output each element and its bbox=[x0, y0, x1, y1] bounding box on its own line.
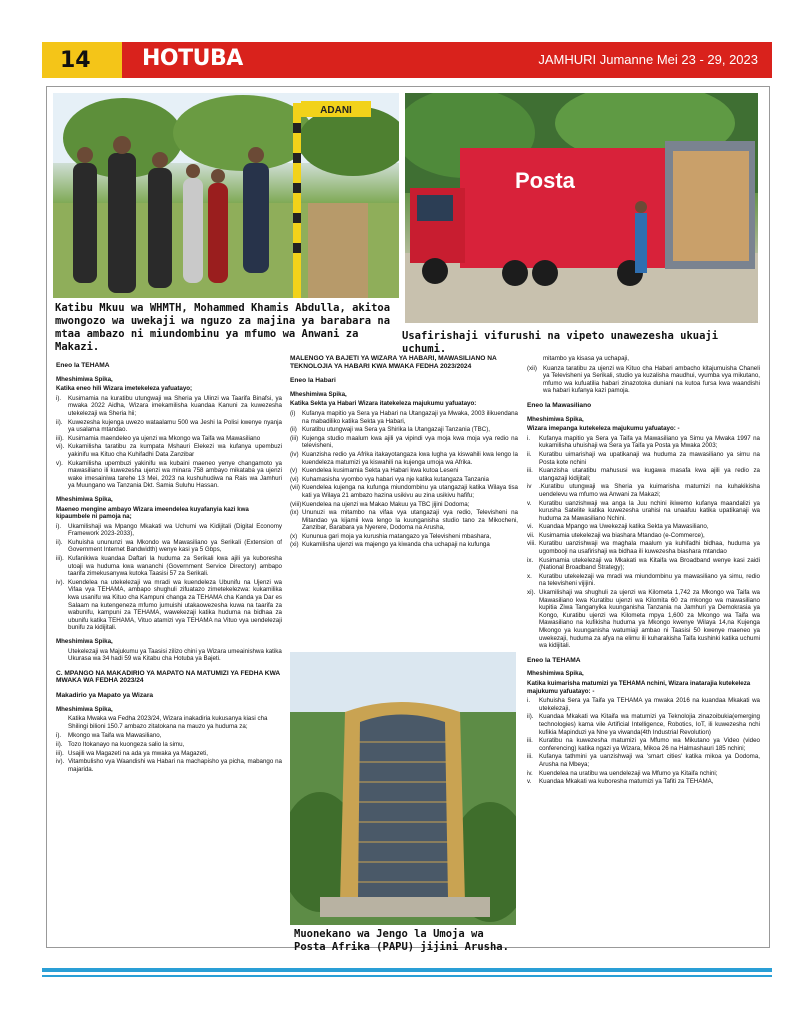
footer-rule bbox=[42, 968, 772, 972]
paragraph: Katika Mwaka wa Fedha 2023/24, Wizara inakadiria kukusanya kiasi cha Shilingi bilioni 150.7 ambazo zitatokana na mauzo ya huduma za; bbox=[68, 715, 268, 730]
section-title: HOTUBA bbox=[142, 46, 243, 71]
list-item: vii. Kusimamia utekelezaji wa biashara Mtandao (e-Commerce), bbox=[527, 531, 705, 539]
paragraph: Utekelezaji wa Majukumu ya Taasisi zilizo chini ya Wizara umeainishwa katika Ukurasa wa 34 hadi 59 wa Kitabu cha Hotuba ya Bajeti. bbox=[68, 647, 282, 663]
list-item: (vi) Kuhamasisha vyombo vya habari vya nje katika kutangaza Tanzania bbox=[290, 475, 489, 483]
list-item: (xii) Kuanza taratibu za ujenzi wa Kituo cha Habari ambacho kitajumuisha Chaneli ya Televisheni ya Serikali, studio ya kuzalisha maudhui, vyumba vya mikutano, mfumo wa kufuatilia habari zinazotoka duniani na kutoa fursa kwa waandishi wa habari kufanya kazi pamoja. bbox=[527, 364, 760, 395]
list-tehama-achievements bbox=[56, 395, 282, 490]
photo-posta-truck bbox=[405, 93, 758, 323]
list-item: v. Kuratibu uanzishwaji wa anga la Juu nchini ikiwemo kufanya maandalizi ya kurusha Satelite katika kuwezesha urahisi na unaafuu katika upatikanaji wa huduma za Mawasiliano Nchini. bbox=[527, 499, 760, 522]
photo-street-sign-illustration bbox=[53, 93, 399, 298]
intro-line: Maeneo mengine ambayo Wizara imeendelea kuyafanyia kazi kwa kipaumbele ni pamoja na; bbox=[56, 505, 249, 521]
caption-photo-3: Muonekano wa Jengo la Umoja wa Posta Afrika (PAPU) jijini Arusha. bbox=[294, 928, 509, 953]
list-item: iv). Vitambulisho vya Waandishi wa Habari na machapisho ya picha, mabango na majarida. bbox=[56, 758, 282, 773]
page-header bbox=[42, 42, 772, 78]
speaker-address: Mheshimiwa Spika, bbox=[56, 638, 113, 645]
speaker-address: Mheshimiwa Spika, bbox=[56, 375, 113, 383]
list-item: iii. Kuanzisha utaratibu mahususi wa kugawa masafa kwa ajili ya redio za utangazaji kidijitali; bbox=[527, 467, 760, 482]
page-number: 14 bbox=[60, 48, 91, 73]
list-item: iii). Usajili wa Magazeti na ada ya mwaka ya Magazeti, bbox=[56, 749, 208, 757]
list-item: i). Mkongo wa Taifa wa Mawasiliano, bbox=[56, 732, 162, 740]
speaker-address: Mheshimiwa Spika, bbox=[290, 390, 347, 398]
continued-line: mitambo ya kisasa ya uchapaji, bbox=[543, 355, 629, 362]
list-item: ii). Kuwezesha kujenga uwezo wataalamu 500 wa Jeshi la Polisi kwenye nyanja ya usalama mtandao. bbox=[56, 418, 282, 434]
list-item: i). Ukamilishaji wa Mpango Mkakati wa Uchumi wa Kidijitali (Digital Economy Framework 2023-2033), bbox=[56, 522, 282, 538]
intro-line: Wizara imepanga kutekeleza majukumu yafuatayo: - bbox=[527, 425, 680, 433]
list-item: ii. Kuratibu uimarishaji wa upatikanaji wa huduma za mawasiliano ya simu na Posta kote nchini bbox=[527, 450, 760, 466]
list-mawasiliano-tasks bbox=[527, 435, 760, 650]
heading-mawasiliano: Eneo la Mawasiliano bbox=[527, 401, 592, 409]
list-item: i. Kuhuisha Sera ya Taifa ya TEHAMA ya mwaka 2016 na kuandaa Mkakati wa utekelezaji, bbox=[527, 697, 760, 712]
list-item: (ix) Ununuzi wa mitambo na vifaa vya utangazaji vya redio, Televisheni na Mitandao ya kijamii kwa lengo la kuunganisha studio tano za Mikocheni, Zanzibar, Barabara ya Nyerere, Dodoma na Arusha, bbox=[290, 509, 518, 532]
list-item: (x) Kununua gari moja ya kurushia matangazo ya Televisheni mbashara, bbox=[290, 532, 492, 540]
list-item: x. Kuratibu utekelezaji wa mradi wa miundombinu ya mawasiliano ya simu, redio na televisheni vijijini. bbox=[527, 572, 760, 588]
footer-rule-thin bbox=[42, 975, 772, 977]
photo-truck-illustration bbox=[405, 93, 758, 323]
list-tehama-tasks bbox=[527, 697, 760, 786]
list-item: iv. Kuendelea na uratibu wa uendelezaji wa Mfumo ya Kitaifa nchini; bbox=[527, 769, 718, 777]
list-priority-areas bbox=[56, 523, 282, 632]
list-item: (i) Kufanya mapitio ya Sera ya Habari na Utangazaji ya Mwaka, 2003 ilikuendana na mabadiliko katika Sekta ya Habari, bbox=[290, 409, 518, 425]
list-item: i). Kusimamia na kuratibu utungwaji wa Sheria ya Ulinzi wa Taarifa Binafsi, ya mwaka 2022 Aidha, Wizara imekamilisha kuandaa Kanuni za kuwezesha utekelezaji wa Sheria hii; bbox=[56, 394, 282, 417]
intro-line: Katika eneo hili Wizara imetekeleza yafuatayo; bbox=[56, 385, 193, 393]
speaker-address: Mheshimiwa Spika, bbox=[527, 670, 584, 678]
list-item: (vii) Kuendelea kujenga na kufunga miundombinu ya utangazaji katika Wilaya tisa kati ya Wilaya 21 ambazo hazina usikivu au zina usikivu hafifu; bbox=[290, 484, 518, 499]
list-item: v. Kuandaa Mkakati wa kuboresha matumizi ya Tafiti za TEHAMA, bbox=[527, 778, 714, 786]
list-item: i. Kufanya mapitio ya Sera ya Taifa ya Mawasiliano ya Simu ya Mwaka 1997 na kukamilisha uhuishaji wa Sera ya Taifa ya Posta ya Mwaka 2003; bbox=[527, 434, 760, 450]
list-habari-tasks bbox=[290, 410, 518, 549]
list-item: ii). Kuhuisha unununzi wa Mkondo wa Mawasiliano ya Serikali (Extension of Government Internet Bandwidth) wenye kasi ya 5 Gbps, bbox=[56, 538, 282, 554]
list-item: iv .Kuratibu utungwaji wa Sheria ya kuimarisha matumizi na kuhakikisha uendelevu wa mfumo wa Anwani za Makazi; bbox=[527, 483, 760, 498]
sign-text: ADANI bbox=[320, 105, 352, 116]
truck-logo-text: Posta bbox=[515, 168, 575, 193]
list-item: (xi) Kukamilisha ujenzi wa majengo ya kiwanda cha uchapaji na kufunga bbox=[290, 541, 490, 549]
issue-date: JAMHURI Jumanne Mei 23 - 29, 2023 bbox=[538, 52, 758, 67]
list-item: iii). Kufanikiwa kuandaa Daftari la huduma za Serikali kwa ajili ya kuboresha utoaji wa huduma kwa wananchi (Government Service Directory) ambapo taarifa zimekusanywa kutoka Taasisi 57 za Serikali. bbox=[56, 555, 282, 578]
list-item: (iii) Kujenga studio maalum kwa ajili ya vipindi vya moja kwa moja vya redio na televisheni, bbox=[290, 434, 518, 450]
photo-papu-building bbox=[290, 652, 516, 925]
list-item: (ii) Kuratibu utungwaji wa Sera ya Shirika la Utangazaji Tanzania (TBC), bbox=[290, 426, 491, 434]
list-item: xi). Ukamilishaji wa shughuli za ujenzi wa Kilometa 1,742 za Mkongo wa Taifa wa Mawasiliano kwa Kuratibu ujenzi wa Kilomita 60 za mkongo wa mawasiliano kupitia Ziwa Tanganyika kuunganisha Tanzania na Jamhuri ya Demokrasia ya Kongo, Kuratibu ujenzi wa Kilometa mpya 1,600 za Mkongo wa Taifa wa Mawasiliano na kufikisha huduma ya Mkongo kwenye Wilaya 14,na Kujenga Mkongo ya kuunganisha watumiaji ambao ni Taasisi 50 kwenye maeneo ya uwekezaji, huduma za afya na elimu ili kuharakisha Taifa kushinki katika uchumi wa kidijitali. bbox=[527, 589, 760, 650]
list-item: vi. Kuandaa Mpango wa Uwekezaji katika Sekta ya Mawasiliano, bbox=[527, 523, 709, 531]
caption-photo-1: Katibu Mkuu wa WHMTH, Mohammed Khamis Abdulla, akitoa mwongozo wa uwekaji wa nguzo za majina ya barabara na mtaa ambazo ni miundombinu ya mfumo wa Anwani za Makazi. bbox=[55, 302, 391, 353]
speaker-address: Mheshimiwa Spika, bbox=[527, 415, 584, 423]
list-habari-continued bbox=[527, 365, 760, 395]
heading-tehama-plans: Eneo la TEHAMA bbox=[527, 656, 581, 664]
photo-street-sign-inspection bbox=[53, 93, 399, 298]
list-item: vi). Kukamilisha taratibu za kumpata Mshauri Elekezi wa kufanya upembuzi yakinifu wa Kituo cha Kuhifadhi Data Zanzibar bbox=[56, 443, 282, 458]
heading-revenue-estimates: Makadirio ya Mapato ya Wizara bbox=[56, 691, 154, 699]
list-item: ii). Tozo Itokanayo na kuongeza salio la simu, bbox=[56, 740, 185, 748]
intro-line: Katika kuimarisha matumizi ya TEHAMA nchini, Wizara inatarajia kutekeleza majukumu yafuatayo: - bbox=[527, 679, 751, 695]
list-item: iii). Kusimamia maendeleo ya ujenzi wa Mkongo wa Taifa wa Mawasiliano bbox=[56, 434, 261, 442]
page-number-box bbox=[42, 42, 122, 78]
intro-line: Katika Sekta ya Habari Wizara itatekeleza majukumu yafuatayo: bbox=[290, 400, 477, 408]
heading-habari: Eneo la Habari bbox=[290, 377, 336, 385]
list-item: (v) Kuendelea kusimamia Sekta ya Habari kwa kutoa Leseni bbox=[290, 467, 459, 475]
list-item: iv). Kuendelea na utekelezaji wa mradi wa kuendeleza Ubunifu na Ujenzi wa Vifaa vya TEHAMA, ambapo shughuli zifuatazo zimetekelezwa: kukamilika kwa usanifu wa Kituo cha Kampuni changa za TEHAMA cha Kanda ya Dar es Salaam na kutengeneza mfumo jumuishi utakaowezesha kuwa na taarifa za wabunifu, kampuni za TEHAMA, wawekezaji katika huduma na bidhaa za ubunifu katika TEHAMA, Vituo atamizi vya TEHAMA na Vituo vya uendelezaji bunifu za kidijitali. bbox=[56, 578, 282, 632]
article-column-2 bbox=[290, 355, 518, 550]
heading-budget-goals: MALENGO YA BAJETI YA WIZARA YA HABARI, MAWASILIANO NA TEKNOLOJIA YA HABARI KWA MWAKA FEDHA 2023/2024 bbox=[290, 355, 497, 370]
list-item: iii. Kufanya tathmini ya uanzishwaji wa 'smart cities' katika mikoa ya Dodoma, Arusha na Mbeya; bbox=[527, 753, 760, 768]
list-item: iii. Kuratibu na kuwezesha matumizi ya Mfumo wa Mikutano ya Video (video conferencing) katika ngazi ya Wizara, Mikoa 26 na Halmashauri 185 nchini; bbox=[527, 737, 760, 752]
list-item: (viii) Kuendelea na ujenzi wa Makao Makuu ya TBC jijini Dodoma; bbox=[290, 500, 470, 508]
heading-budget-plan: C. MPANGO NA MAKADIRIO YA MAPATO NA MATUMIZI YA FEDHA KWA MWAKA WA FEDHA 2023/24 bbox=[56, 669, 280, 685]
article-column-1 bbox=[56, 355, 282, 774]
list-revenue-sources bbox=[56, 732, 282, 773]
list-item: ii). Kuandaa Mkakati wa Kitaifa wa matumizi ya Teknolojia zinazoibukia(emerging technologies) kama vile Artificial Intelligence, Robotics, IoT, ili kuwezesha nchi kufikia Mapinduzi ya Nne ya viwanda(4th Industrial Revolution) bbox=[527, 713, 760, 736]
speaker-address: Mheshimiwa Spika, bbox=[56, 495, 113, 503]
caption-photo-2: Usafirishaji vifurushi na vipeto unawezesha ukuaji uchumi. bbox=[402, 330, 719, 355]
photo-building-illustration bbox=[290, 652, 516, 925]
heading-tehama: Eneo la TEHAMA bbox=[56, 362, 110, 369]
list-item: ix. Kusimamia utekelezaji wa Mkakati wa Kitaifa wa Broadband wenye kasi zaidi (National Broadband Strategy); bbox=[527, 556, 760, 572]
list-item: viii. Kuratibu uanzishwaji wa maghala maalum ya kuhifadhi bidhaa, huduma ya ugombooji na usafirishaji wa bidhaa ili kuwezesha biashara mtandao bbox=[527, 540, 760, 556]
list-item: (iv) Kuanzisha redio ya Afrika itakayotangaza kwa lugha ya kiswahili kwa lengo la kuendeleza matumizi ya kiswahili na kujenga umoja wa Afrika. bbox=[290, 450, 518, 466]
list-item: v). Kukamilisha upembuzi yakinifu wa kubaini maeneo yenye changamoto ya mawasiliano ili kuwezesha ujenzi wa minara 758 ambayo mikataba ya ujenzi wake imesainiwa tarehe 13 Mei, 2023 na kushuhudiwa na Rais wa Jamhuri ya Muungano wa Tanzania Dkt. Samia Suluhu Hassan. bbox=[56, 459, 282, 490]
article-column-3 bbox=[527, 355, 760, 787]
speaker-address: Mheshimiwa Spika, bbox=[56, 705, 113, 713]
